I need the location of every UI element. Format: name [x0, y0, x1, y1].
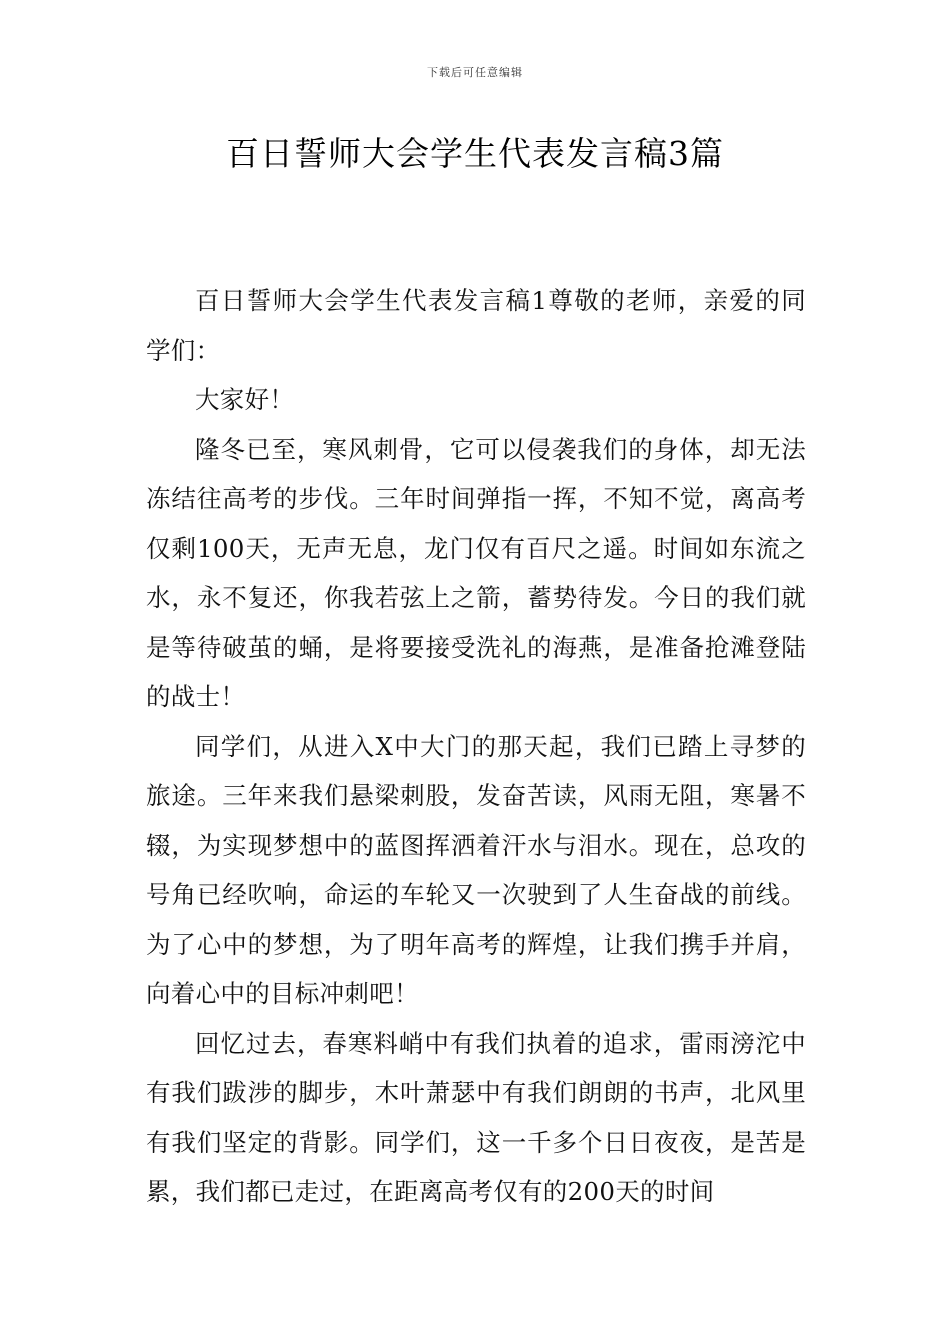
paragraph-body-3: 回忆过去，春寒料峭中有我们执着的追求，雷雨滂沱中有我们跋涉的脚步，木叶萧瑟中有我们朗朗的书声，北风里有我们坚定的背影。同学们，这一千多个日日夜夜，是苦是累，我们都已走过，在距离高考仅有的200天的时间 [146, 1028, 806, 1206]
paragraph-salutation: 百日誓师大会学生代表发言稿1尊敬的老师，亲爱的同学们： [146, 286, 806, 365]
paragraph-body-2: 同学们，从进入X中大门的那天起，我们已踏上寻梦的旅途。三年来我们悬梁刺股，发奋苦读，风雨无阻，寒暑不辍，为实现梦想中的蓝图挥洒着汗水与泪水。现在，总攻的号角已经吹响，命运的车轮又一次驶到了人生奋战的前线。为了心中的梦想，为了明年高考的辉煌，让我们携手并肩，向着心中的目标冲刺吧！ [146, 731, 806, 1008]
paragraph-greeting: 大家好！ [195, 385, 295, 414]
paragraph-body-1: 隆冬已至，寒风刺骨，它可以侵袭我们的身体，却无法冻结往高考的步伐。三年时间弹指一挥，不知不觉，离高考仅剩100天，无声无息，龙门仅有百尺之遥。时间如东流之水，永不复还，你我若弦上之箭，蓄势待发。今日的我们就是等待破茧的蛹，是将要接受洗礼的海燕，是准备抢滩登陆的战士！ [146, 434, 806, 711]
document-body [146, 276, 806, 1217]
document-title: 百日誓师大会学生代表发言稿3篇 [226, 134, 724, 173]
header-note: 下载后可任意编辑 [427, 66, 523, 79]
